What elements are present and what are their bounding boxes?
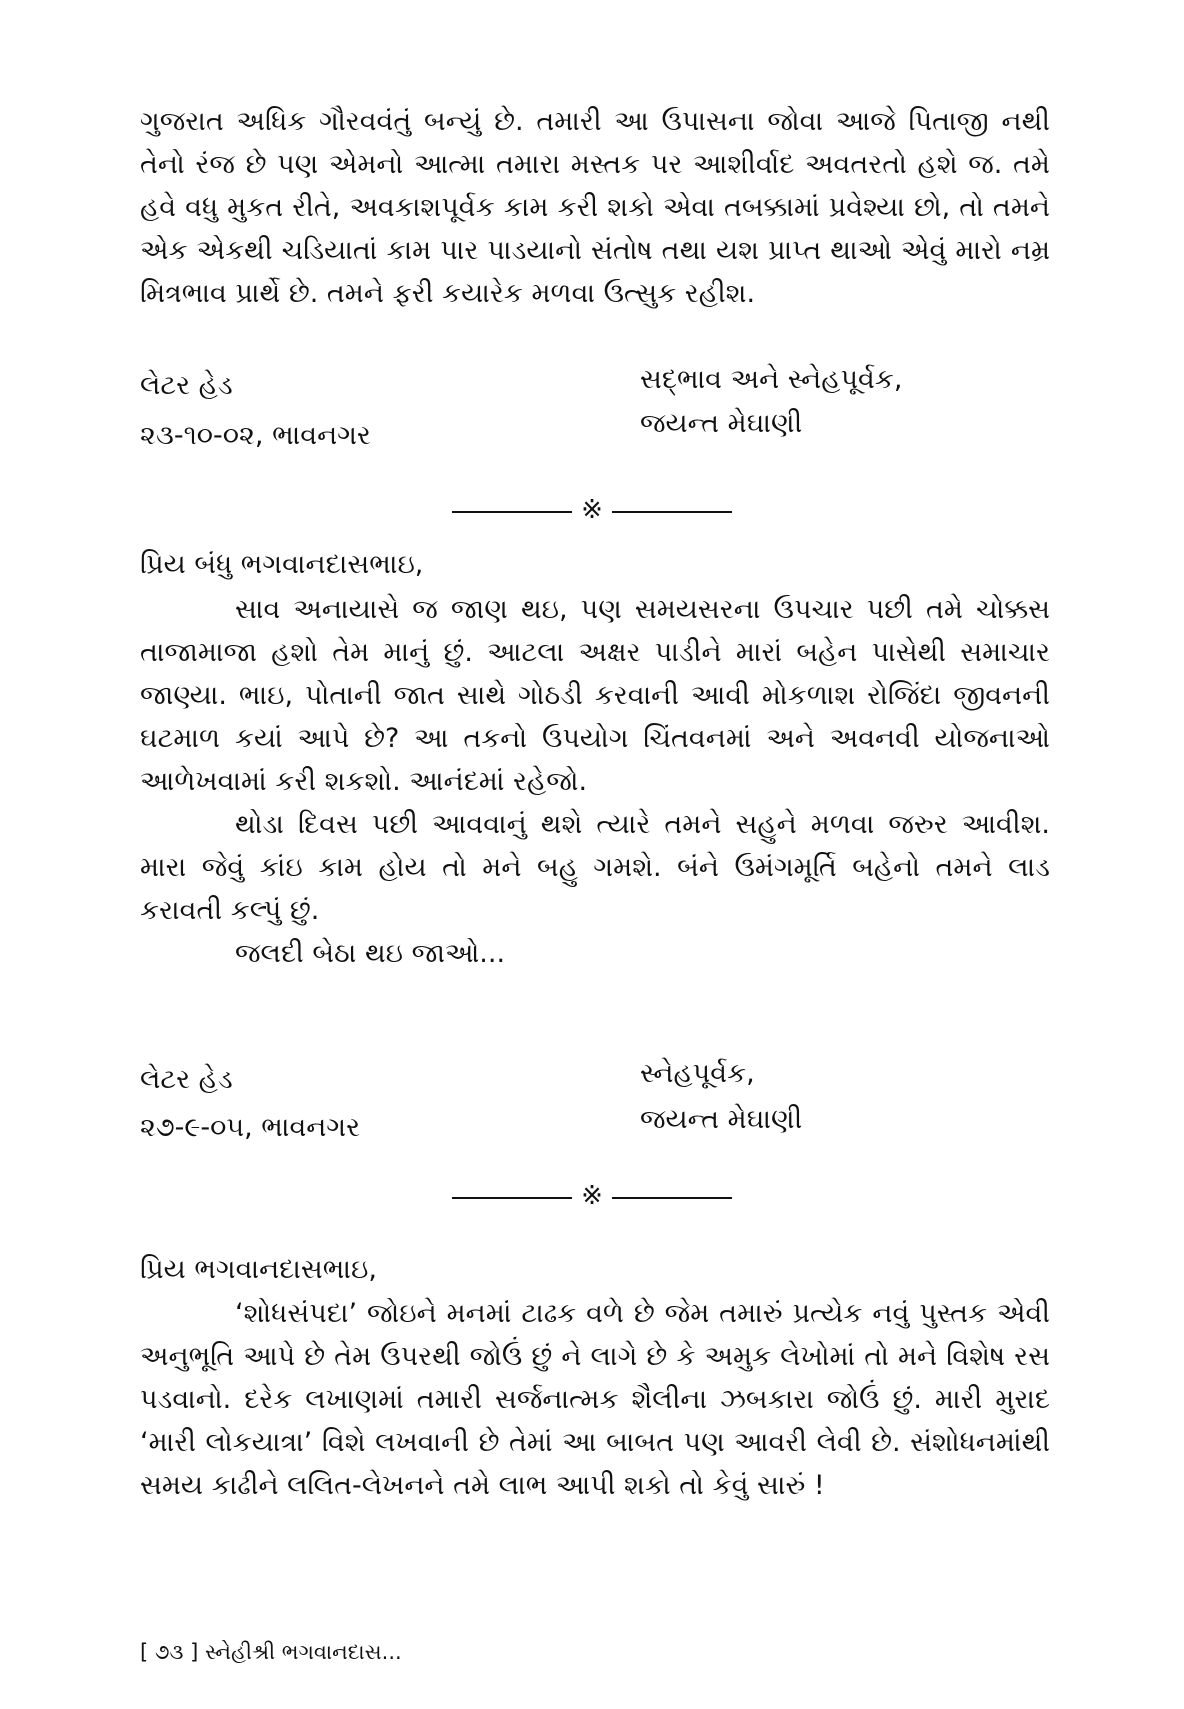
- letter1-letterhead: લેટર હેડ: [140, 370, 233, 401]
- letter3-paragraph-1: ‘શોધસંપદા’ જોઇને મનમાં ટાઢક વળે છે જેમ તમારું પ્રત્યેક નવું પુસ્તક એવી અનુભૂતિ આપે છે તેમ ઉપરથી જોઉં છું ને લાગે છે કે અમુક લેખોમાં તો મને વિશેષ રસ પડવાનો. દરેક લખાણમાં તમારી સર્જનાત્મક શૈલીના ઝબકારા જોઉં છું. મારી મુરાદ ‘મારી લોકયાત્રા’ વિશે લખવાની છે તેમાં આ બાબત પણ આવરી લેવી છે. સંશોધનમાંથી સમય કાઢીને લલિત-લેખનને તમે લાભ આપી શકો તો કેવું સારું !: [140, 1298, 1050, 1501]
- letter1-signature: જયન્ત મેઘાણી: [640, 408, 803, 439]
- letter1-date-place: ૨૩-૧૦-૦૨, ભાવનગર: [140, 420, 371, 451]
- section-divider-2: [452, 1181, 732, 1211]
- letter1-closing: સદ્‌ભાવ અને સ્નેહપૂર્વક,: [640, 364, 903, 395]
- letter2-signature: જયન્ત મેઘાણી: [640, 1104, 803, 1135]
- letter2-paragraph-2: થોડા દિવસ પછી આવવાનું થશે ત્યારે તમને સહુને મળવા જરુર આવીશ. મારા જેવું કાંઇ કામ હોય તો મને બહુ ગમશે. બંને ઉમંગમૂર્તિ બહેનો તમને લાડ કરાવતી કલ્પું છું.: [140, 809, 1050, 926]
- section-divider-1: [452, 495, 732, 525]
- letter3-salutation: પ્રિય ભગવાનદાસભાઇ,: [140, 1254, 377, 1285]
- ornament-icon: ※: [581, 1181, 603, 1211]
- letter1-paragraph-text: ગુજરાત અધિક ગૌરવવંતું બન્યું છે. તમારી આ ઉપાસના જોવા આજે પિતાજી નથી તેનો રંજ છે પણ એમનો આત્મા તમારા મસ્તક પર આશીર્વાદ અવતરતો હશે જ. તમે હવે વધુ મુકત રીતે, અવકાશપૂર્વક કામ કરી શકો એવા તબક્કામાં પ્રવેશ્યા છો, તો તમને એક એકથી ચડિયાતાં કામ પાર પાડયાનો સંતોષ તથા યશ પ્રાપ્ત થાઓ એવું મારો નમ્ર મિત્રભાવ પ્રાર્થે છે. તમને ફરી કયારેક મળવા ઉત્સુક રહીશ.: [140, 106, 1050, 309]
- letter2-paragraph-1: સાવ અનાયાસે જ જાણ થઇ, પણ સમયસરના ઉપચાર પછી તમે ચોક્કસ તાજામાજા હશો તેમ માનું છું. આટલા અક્ષર પાડીને મારાં બહેન પાસેથી સમાચાર જાણ્યા. ભાઇ, પોતાની જાત સાથે ગોઠડી કરવાની આવી મોકળાશ રોજિંદા જીવનની ઘટમાળ કયાં આપે છે? આ તકનો ઉપયોગ ચિંતવનમાં અને અવનવી યોજનાઓ આળેખવામાં કરી શકશો. આનંદમાં રહેજો.: [140, 594, 1050, 797]
- divider-line-left: [452, 511, 572, 513]
- letter2-salutation: પ્રિય બંધુ ભગવાનદાસભાઇ,: [140, 549, 424, 580]
- letter2-closing: સ્નેહપૂર્વક,: [640, 1058, 755, 1089]
- letter1-paragraph: [140, 100, 1050, 315]
- letter2-letterhead: લેટર હેડ: [140, 1064, 233, 1095]
- divider-line-right: [612, 1197, 732, 1199]
- ornament-icon: ※: [581, 495, 603, 525]
- divider-line-left: [452, 1197, 572, 1199]
- divider-line-right: [612, 511, 732, 513]
- page-footer: [ ૭૩ ] સ્નેહીશ્રી ભગવાનદાસ...: [140, 1640, 402, 1664]
- letter2-date-place: ૨૭-૯-૦૫, ભાવનગર: [140, 1112, 361, 1143]
- letter2-paragraph-3: જલદી બેઠા થઇ જાઓ...: [235, 938, 506, 969]
- letter2-body: [140, 588, 1050, 975]
- letter3-body: [140, 1292, 1050, 1507]
